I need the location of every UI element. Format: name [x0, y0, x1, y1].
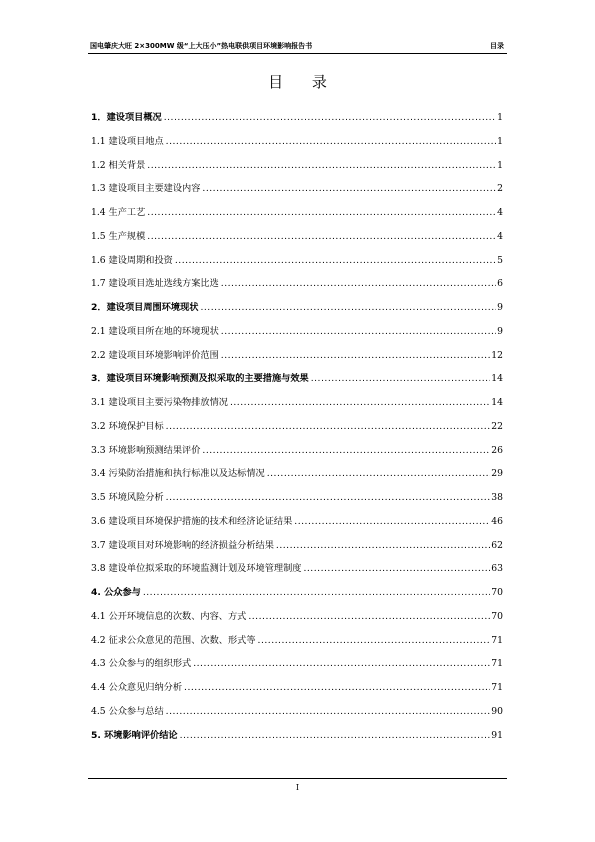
toc-dot-leader: [258, 629, 491, 653]
toc-section-entry[interactable]: [91, 272, 503, 296]
toc-entry-label: 1.2 相关背景: [91, 159, 146, 171]
toc-entry-label: 4.4 公众意见归纳分析: [91, 682, 183, 693]
toc-dot-leader: [166, 486, 491, 510]
toc-entry-label: 3.3 环境影响预测结果评价: [91, 444, 201, 456]
toc-section-entry[interactable]: [91, 510, 503, 534]
toc-dot-leader: [221, 344, 491, 368]
toc-dot-leader: [200, 296, 496, 320]
toc-section-entry[interactable]: [91, 130, 503, 154]
toc-entry-page: 9: [497, 325, 503, 337]
toc-section-entry[interactable]: [91, 700, 503, 724]
toc-entry-label: 2.2 建设项目环境影响评价范围: [91, 349, 219, 361]
toc-chapter-entry[interactable]: [91, 581, 503, 605]
toc-section-entry[interactable]: [91, 415, 503, 439]
toc-dot-leader: [147, 154, 496, 178]
toc-entry-label: 1.7 建设项目选址选线方案比选: [91, 278, 219, 290]
toc-dot-leader: [180, 724, 491, 748]
toc-dot-leader: [248, 605, 490, 629]
toc-section-entry[interactable]: [91, 344, 503, 368]
toc-dot-leader: [294, 510, 490, 534]
toc-entry-label: 2．建设项目周围环境现状: [91, 302, 199, 313]
toc-dot-leader: [184, 676, 490, 700]
toc-entry-label: 4.2 征求公众意见的范围、次数、形式等: [91, 634, 256, 646]
toc-entry-label: 1.6 建设周期和投资: [91, 254, 173, 266]
toc-dot-leader: [202, 177, 496, 201]
toc-dot-leader: [193, 652, 490, 676]
toc-section-entry[interactable]: [91, 605, 503, 629]
toc-title: 目 录: [268, 73, 339, 91]
toc-dot-leader: [221, 320, 496, 344]
toc-dot-leader: [143, 581, 490, 605]
toc-section-entry[interactable]: [91, 557, 503, 581]
toc-entry-page: 5: [497, 254, 503, 266]
toc-dot-leader: [147, 225, 496, 249]
toc-entry-page: 6: [497, 278, 503, 290]
toc-entry-page: 71: [491, 658, 503, 670]
toc-entry-label: 1.3 建设项目主要建设内容: [91, 183, 201, 195]
toc-dot-leader: [230, 391, 490, 415]
toc-section-entry[interactable]: [91, 439, 503, 463]
toc-dot-leader: [202, 439, 490, 463]
toc-entry-page: 22: [491, 420, 503, 432]
toc-section-entry[interactable]: [91, 154, 503, 178]
toc-entry-page: 91: [491, 729, 503, 741]
toc-section-entry[interactable]: [91, 534, 503, 558]
toc-entry-label: 1.5 生产规模: [91, 230, 146, 242]
toc-entry-label: 4.1 公开环境信息的次数、内容、方式: [91, 610, 247, 622]
toc-entry-label: 3.2 环境保护目标: [91, 420, 164, 432]
toc-dot-leader: [276, 534, 490, 558]
toc-dot-leader: [166, 700, 491, 724]
toc-section-entry[interactable]: [91, 177, 503, 201]
toc-entry-label: 1.4 生产工艺: [91, 207, 146, 218]
toc-dot-leader: [311, 367, 491, 391]
toc-dot-leader: [175, 249, 496, 273]
toc-dot-leader: [166, 415, 491, 439]
toc-entry-label: 3.4 污染防治措施和执行标准以及达标情况: [91, 468, 265, 480]
toc-entry-label: 3.5 环境风险分析: [91, 492, 164, 503]
toc-entry-label: 3.7 建设项目对环境影响的经济损益分析结果: [91, 539, 274, 551]
toc-entry-label: 3.1 建设项目主要污染物排放情况: [91, 397, 228, 408]
toc-entry-label: 4. 公众参与: [91, 587, 141, 598]
toc-entry-page: 4: [497, 230, 503, 242]
toc-entry-page: 29: [491, 468, 503, 480]
toc-entry-page: 1: [497, 112, 503, 123]
toc-section-entry[interactable]: [91, 462, 503, 486]
toc-entry-page: 14: [491, 373, 503, 385]
toc-entry-page: 71: [491, 634, 503, 646]
toc-entry-page: 26: [491, 444, 503, 456]
toc-entry-page: 2: [497, 183, 503, 195]
toc-entry-page: 1: [497, 159, 503, 171]
toc-dot-leader: [166, 130, 496, 154]
header-section: 目录: [490, 42, 504, 50]
toc-chapter-entry[interactable]: [91, 106, 503, 130]
toc-section-entry[interactable]: [91, 225, 503, 249]
table-of-contents: [91, 106, 503, 747]
toc-entry-page: 63: [491, 563, 503, 575]
page-number: I: [295, 783, 300, 792]
toc-entry-page: 38: [491, 492, 503, 503]
toc-chapter-entry[interactable]: [91, 296, 503, 320]
toc-entry-page: 70: [491, 587, 503, 598]
toc-section-entry[interactable]: [91, 320, 503, 344]
toc-section-entry[interactable]: [91, 652, 503, 676]
page-header: [88, 40, 507, 54]
toc-entry-page: 12: [491, 349, 503, 361]
toc-entry-label: 2.1 建设项目所在地的环境现状: [91, 325, 219, 337]
toc-entry-page: 90: [491, 705, 503, 717]
toc-entry-label: 4.5 公众参与总结: [91, 705, 164, 717]
toc-dot-leader: [303, 557, 490, 581]
toc-chapter-entry[interactable]: [91, 367, 503, 391]
toc-entry-page: 71: [491, 682, 503, 693]
toc-dot-leader: [164, 106, 496, 130]
toc-entry-label: 5. 环境影响评价结论: [91, 729, 178, 741]
toc-entry-page: 46: [491, 515, 503, 527]
toc-dot-leader: [147, 201, 496, 225]
toc-entry-label: 4.3 公众参与的组织形式: [91, 658, 192, 670]
toc-entry-label: 3.8 建设单位拟采取的环境监测计划及环境管理制度: [91, 563, 302, 575]
toc-entry-page: 1: [497, 135, 503, 147]
toc-entry-page: 9: [497, 302, 503, 313]
toc-dot-leader: [221, 272, 496, 296]
toc-entry-page: 62: [491, 539, 503, 551]
toc-entry-label: 3．建设项目环境影响预测及拟采取的主要措施与效果: [91, 373, 309, 385]
toc-entry-label: 1.1 建设项目地点: [91, 135, 164, 147]
toc-section-entry[interactable]: [91, 629, 503, 653]
toc-entry-label: 1．建设项目概况: [91, 112, 162, 123]
toc-entry-page: 70: [491, 610, 503, 622]
toc-entry-page: 14: [491, 397, 503, 408]
toc-section-entry[interactable]: [91, 676, 503, 700]
toc-chapter-entry[interactable]: [91, 724, 503, 748]
toc-entry-label: 3.6 建设项目环境保护措施的技术和经济论证结果: [91, 515, 293, 527]
footer-divider: [88, 778, 507, 779]
toc-section-entry[interactable]: [91, 249, 503, 273]
toc-section-entry[interactable]: [91, 486, 503, 510]
toc-entry-page: 4: [497, 207, 503, 218]
toc-dot-leader: [267, 462, 491, 486]
toc-section-entry[interactable]: [91, 391, 503, 415]
toc-section-entry[interactable]: [91, 201, 503, 225]
header-doc-title: 国电肇庆大旺 2×300MW 级“上大压小”热电联供项目环境影响报告书: [90, 42, 313, 50]
